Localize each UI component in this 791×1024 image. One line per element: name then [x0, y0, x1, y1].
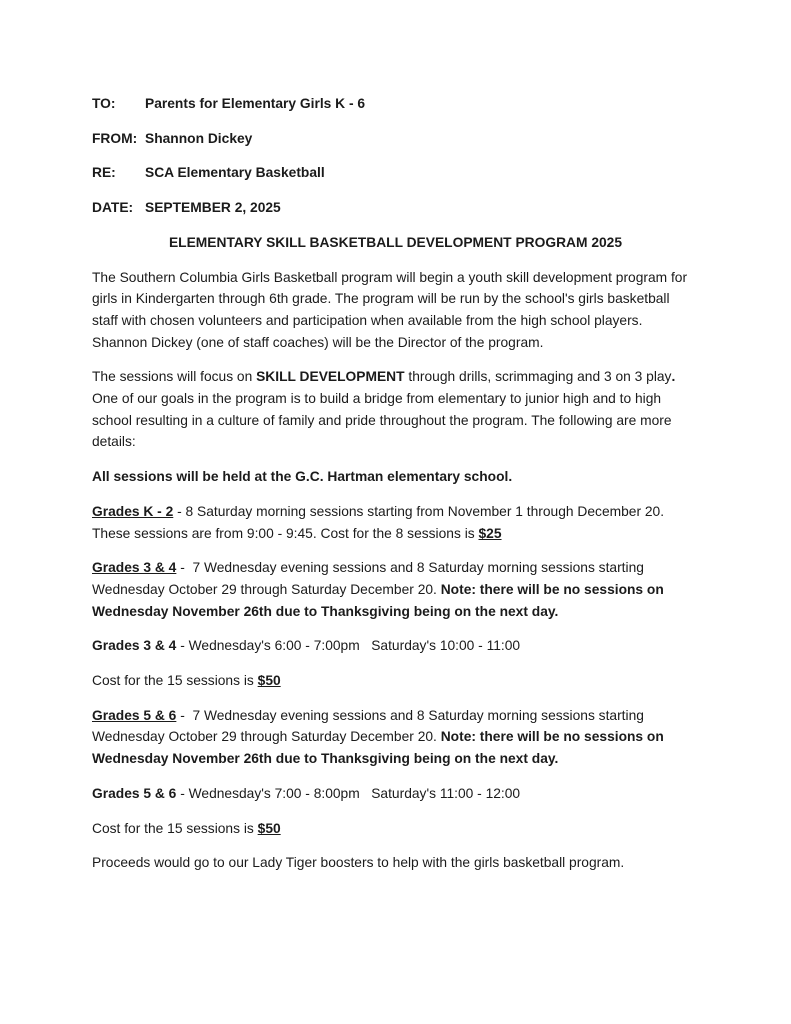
memo-re-row: [92, 162, 699, 184]
from-value: Shannon Dickey: [145, 130, 253, 146]
intro-paragraph: [92, 267, 699, 354]
grades-34-note: Note: there will be no sessions on Wednesday November 26th due to Thanksgiving being on the next day.: [92, 581, 668, 619]
grades-34-times-paragraph: [92, 635, 699, 657]
memo-from-row: [92, 128, 699, 150]
grades-56-times-paragraph: [92, 783, 699, 805]
date-value: SEPTEMBER 2, 2025: [145, 200, 281, 216]
text-segment: Cost for the 15 sessions is: [92, 820, 258, 836]
text-segment: .: [671, 369, 676, 385]
location-statement: All sessions will be held at the G.C. Hartman elementary school.: [92, 469, 513, 485]
text-segment: - 7 Wednesday evening sessions and 8 Saturday morning sessions starting Wednesday October 29 through Saturday December 20.: [92, 707, 648, 745]
cost-15-sessions-paragraph-1: [92, 670, 699, 692]
location-paragraph: [92, 466, 699, 488]
text-segment: through drills, scrimmaging and 3 on 3 play: [404, 369, 672, 385]
date-label: DATE:: [92, 200, 134, 216]
re-label: RE:: [92, 165, 116, 181]
cost-15-value: $50: [257, 673, 281, 689]
text-segment: One of our goals in the program is to build a bridge from elementary to junior high and to high school resulting in a culture of family and pride throughout the program. The following are more details:: [92, 369, 680, 450]
text-segment: The Southern Columbia Girls Basketball program will begin a youth skill development program for girls in Kindergarten through 6th grade. The program will be run by the school's girls basketball staff with chosen volunteers and participation when available from the high school players. Shannon Dickey (one of staff coaches) will be the Director of the program.: [92, 269, 691, 350]
grades-56-schedule-paragraph: [92, 705, 699, 770]
grades-56-times-label: Grades 5 & 6: [92, 785, 177, 801]
memo-date-row: [92, 197, 699, 219]
grades-34-schedule-paragraph: [92, 557, 699, 622]
grades-56-times: - Wednesday's 7:00 - 8:00pm Saturday's 11:00 - 12:00: [176, 785, 521, 801]
cost-15-sessions-paragraph-2: [92, 818, 699, 840]
to-value: Parents for Elementary Girls K - 6: [145, 96, 366, 111]
grades-34-times-label: Grades 3 & 4: [92, 638, 177, 654]
to-label: TO:: [92, 96, 116, 111]
grades-56-label: Grades 5 & 6: [92, 707, 177, 723]
text-segment: Proceeds would go to our Lady Tiger boosters to help with the girls basketball program.: [92, 855, 625, 871]
re-value: SCA Elementary Basketball: [145, 165, 325, 181]
grades-34-label: Grades 3 & 4: [92, 560, 177, 576]
grades-34-times: - Wednesday's 6:00 - 7:00pm Saturday's 10:00 - 11:00: [176, 638, 521, 654]
text-segment: - 8 Saturday morning sessions starting from November 1 through December 20. These sessions are from 9:00 - 9:45. Cost for the 8 sessions is: [92, 503, 668, 541]
grades-56-note: Note: there will be no sessions on Wednesday November 26th due to Thanksgiving being on the next day.: [92, 729, 668, 767]
document-title: ELEMENTARY SKILL BASKETBALL DEVELOPMENT PROGRAM 2025: [168, 234, 623, 250]
text-segment: - 7 Wednesday evening sessions and 8 Saturday morning sessions starting Wednesday October 29 through Saturday December 20.: [92, 560, 648, 597]
cost-15-value: $50: [257, 820, 281, 836]
memo-to-row: [92, 93, 699, 115]
focus-paragraph: [92, 366, 699, 453]
grades-k2-paragraph: [92, 501, 699, 544]
from-label: FROM:: [92, 130, 138, 146]
text-segment: Cost for the 15 sessions is: [92, 673, 258, 689]
grades-k2-cost: $25: [478, 525, 502, 541]
skill-development-emphasis: SKILL DEVELOPMENT: [256, 369, 405, 385]
proceeds-paragraph: [92, 852, 699, 874]
text-segment: The sessions will focus on: [92, 369, 257, 385]
memo-header: [92, 93, 699, 219]
grades-k2-label: Grades K - 2: [92, 503, 174, 519]
